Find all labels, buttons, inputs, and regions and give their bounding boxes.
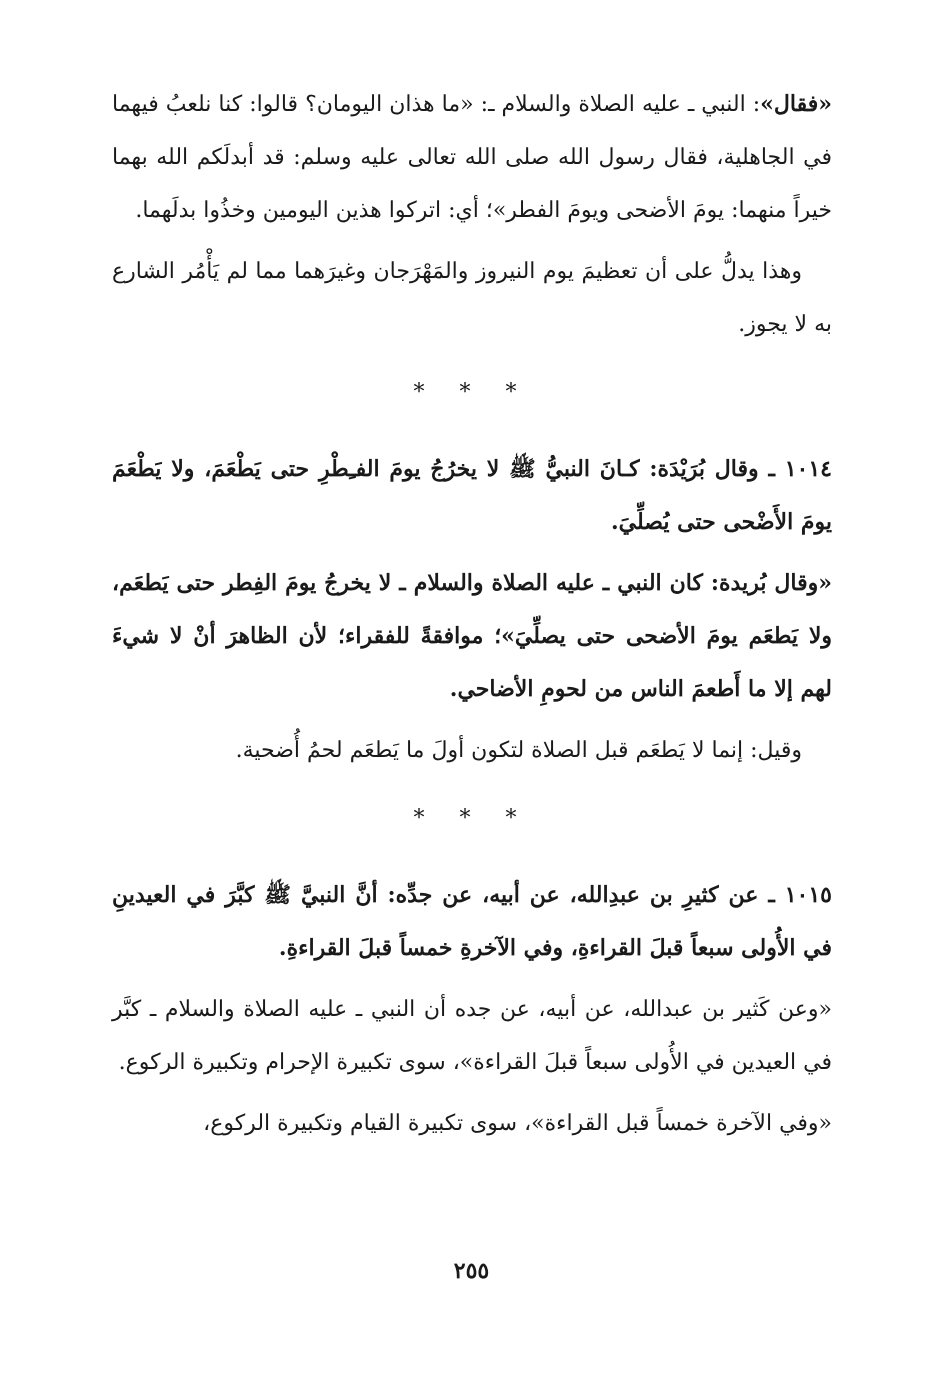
section-separator: * * * — [413, 380, 531, 405]
commentary-paragraph: «وعن كَثير بن عبدالله، عن أبيه، عن جده أن النبي ـ عليه الصلاة والسلام ـ كبَّر في العيدين في الأُولى سبعاً قبلَ القراءة»، سوى تكبيرة الإحرام وتكبيرة الركوع. — [112, 997, 832, 1075]
page-number: ٢٥٥ — [453, 1258, 490, 1284]
commentary-paragraph: «وقال بُريدة: كان النبي ـ عليه الصلاة والسلام ـ لا يخرجُ يومَ الفِطر حتى يَطعَم، ولا يَطعَم يومَ الأضحى حتى يصلِّيَ»؛ موافقةً للفقراء؛ لأن الظاهرَ أنْ لا شيءَ لهم إلا ما أَطعمَ الناس من لحومِ الأضاحي. — [112, 570, 832, 702]
page-body — [112, 78, 832, 1358]
commentary-paragraph — [112, 78, 832, 237]
hadith-text: ١٠١٥ ـ عن كثيرِ بن عبدِالله، عن أبيه، عن جدِّه: أنَّ النبيَّ ﷺ كبَّرَ في العيدينِ في الأُولى سبعاً قبلَ القراءةِ، وفي الآخرةِ خمساً قبلَ القراءةِ. — [112, 882, 832, 961]
hadith-text: ١٠١٤ ـ وقال بُرَيْدَة: كـانَ النبيُّ ﷺ لا يخرُجُ يومَ الفـِطْرِ حتى يَطْعَمَ، ولا يَطْعَمَ يومَ الأَضْحى حتى يُصلِّيَ. — [112, 456, 832, 535]
quote-opening: «فقال» — [760, 91, 832, 117]
section-separator: * * * — [413, 806, 531, 831]
commentary-paragraph: وهذا يدلُّ على أن تعظيمَ يوم النيروز والمَهْرَجان وغيرَهما مما لم يَأْمُر الشارع به لا يجوز. — [112, 259, 832, 337]
commentary-text: : النبي ـ عليه الصلاة والسلام ـ: «ما هذان اليومان؟ قالوا: كنا نلعبُ فيهما في الجاهلية، فقال رسول الله صلى الله تعالى عليه وسلم: قد أبدلَكم الله بهما خيراً منهما: يومَ الأضحى ويومَ الفطر»؛ أي: اتركوا هذين اليومين وخذُوا بدلَهما. — [112, 92, 832, 223]
commentary-paragraph: وقيل: إنما لا يَطعَم قبل الصلاة لتكون أولَ ما يَطعَم لحمُ أُضحية. — [235, 738, 802, 763]
commentary-paragraph: «وفي الآخرة خمساً قبل القراءة»، سوى تكبيرة القيام وتكبيرة الركوع، — [203, 1111, 832, 1136]
